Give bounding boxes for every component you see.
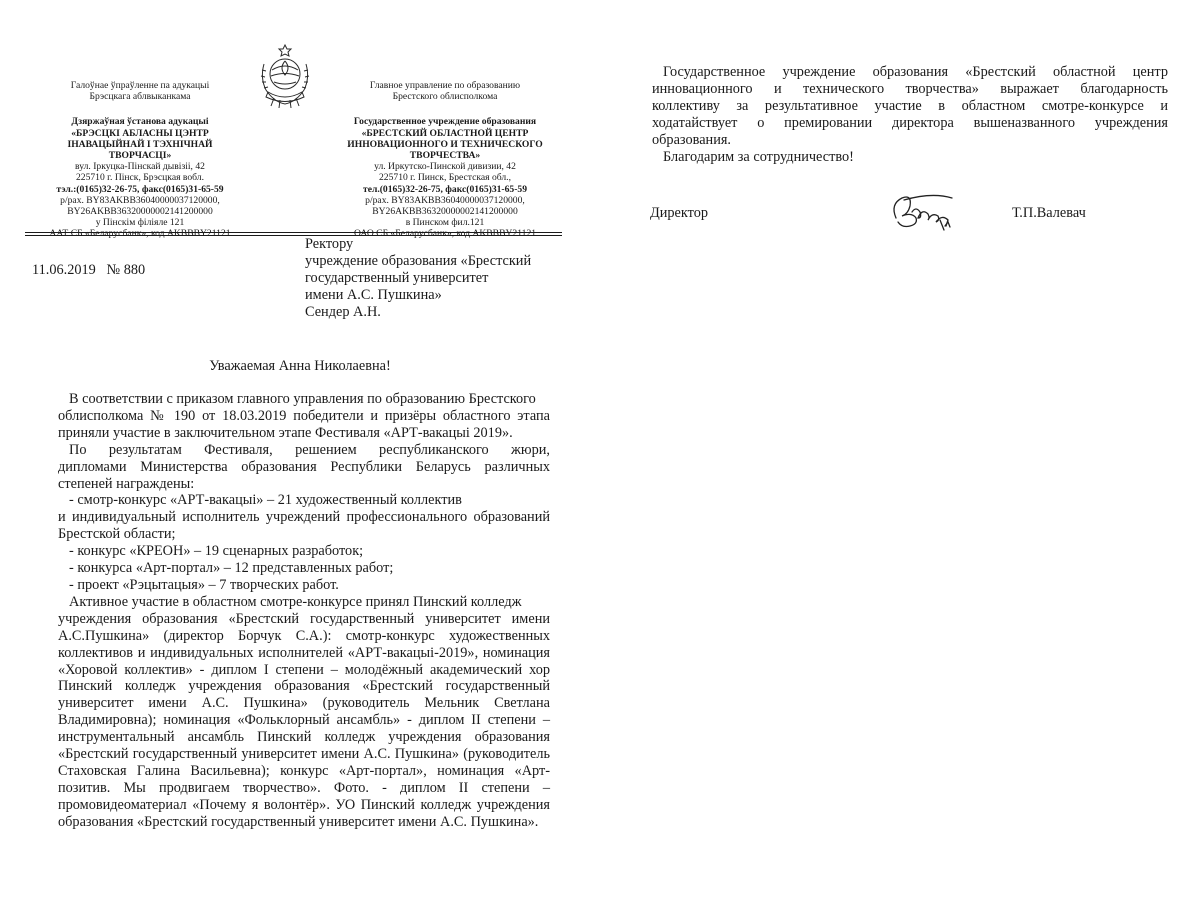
letter-body-part-1 — [58, 391, 550, 831]
recipient-line: государственный университет — [305, 269, 489, 286]
body-line: коллективу за результативное участие в областном смотре-конкурсе и — [652, 97, 1168, 114]
ministry-line: Главное управление по образованию — [369, 80, 521, 91]
org-name-line: ТВОРЧЕСТВА» — [409, 150, 481, 162]
body-line: А.С.Пушкина» (директор Борчук С.А.): смотр-конкурс художественных — [58, 627, 550, 644]
org-type: Дзяржаўная ўстанова адукацыі — [71, 116, 209, 128]
body-line: инструментальный ансамбль Пинский колледж учреждения образования — [58, 729, 550, 746]
org-name-line: ИННОВАЦИОННОГО И ТЕХНИЧЕСКОГО — [347, 138, 543, 150]
address-line: ул. Иркутско-Пинской дивизии, 42 — [374, 161, 516, 173]
bank-line: ААТ СБ «Беларусбанк», код AKBBBY21121 — [49, 228, 231, 240]
body-line: приняли участие в заключительном этапе Фестиваля «АРТ-вакацыі 2019». — [58, 424, 513, 441]
signatory-title: Директор — [650, 205, 709, 221]
body-line: образования «Брестский государственный университет имени А.С. Пушкина». — [58, 813, 539, 830]
org-name-line: «БРЭСЦКІ АБЛАСНЫ ЦЭНТР — [71, 127, 209, 139]
bank-line: в Пинском фил.121 — [405, 217, 485, 229]
address-line: 225710 г. Пінск, Брэсцкая вобл. — [75, 172, 204, 184]
org-name-line: ТВОРЧАСЦІ» — [108, 150, 172, 162]
phone-line: тел.(0165)32-26-75, факс(0165)31-65-59 — [362, 183, 528, 195]
letter-body-part-2 — [652, 64, 1168, 165]
address-line: вул. Іркуцка-Пінскай дывізіі, 42 — [75, 161, 205, 173]
recipient-line: Ректору — [305, 236, 354, 252]
coat-of-arms-emblem — [256, 42, 314, 110]
org-name-line: «БРЕСТСКИЙ ОБЛАСТНОЙ ЦЕНТР — [361, 127, 529, 139]
ministry-line: Брестского облисполкома — [392, 91, 498, 103]
body-line: - конкурса «Арт-портал» – 12 представленных работ; — [69, 560, 394, 577]
ministry-line: Брэсцкага аблвыканкама — [89, 91, 191, 103]
body-line: учреждения образования «Брестский государственный университет имени — [58, 610, 550, 627]
bank-line: р/рах. BY83AKBB36040000037120000, — [365, 194, 525, 206]
body-line: и индивидуальный исполнитель учреждений профессионального образований — [58, 509, 550, 526]
recipient-line: учреждение образования «Брестский — [305, 252, 532, 269]
body-line: «Брестский государственный университет имени А.С. Пушкина» (руководитель — [58, 746, 550, 763]
body-line: образования. — [652, 131, 731, 148]
body-line: степеней награждены: — [58, 475, 195, 492]
body-line: - смотр-конкурс «АРТ-вакацыі» – 21 художественный коллектив — [69, 492, 462, 509]
salutation: Уважаемая Анна Николаевна! — [209, 358, 391, 374]
body-line: Владимировна); номинация «Фольклорный ансамбль» - диплом II степени – — [58, 712, 550, 729]
body-line: Стаховская Галина Васильевна); конкурс «Арт-портал», номинация «Арт- — [58, 762, 550, 779]
handwritten-signature — [882, 190, 972, 234]
recipient-line: Сендер А.Н. — [305, 303, 381, 320]
body-line: Активное участие в областном смотре-конкурсе принял Пинский колледж — [69, 593, 522, 610]
letterhead-belarusian — [15, 80, 265, 240]
letterhead-divider — [25, 232, 562, 233]
body-line: университет имени А.С. Пушкина» (руководитель Мельник Светлана — [58, 695, 550, 712]
bank-line: BY26AKBB36320000002141200000 — [67, 206, 213, 218]
body-line: облисполкома № 190 от 18.03.2019 победители и призёры областного этапа — [58, 407, 550, 424]
letterhead-russian — [320, 80, 570, 240]
body-line: дипломами Министерства образования Республики Беларусь различных — [58, 458, 550, 475]
body-line: Государственное учреждение образования «Брестский областной центр — [663, 64, 1168, 80]
org-name-line: ІНАВАЦЫЙНАЙ І ТЭХНІЧНАЙ — [67, 138, 213, 150]
body-line: Пинский колледж учреждения образования «Брестский государственный — [58, 678, 550, 695]
recipient-line: имени А.С. Пушкина» — [305, 286, 442, 303]
signatory-name: Т.П.Валевач — [1012, 205, 1086, 221]
recipient-block — [305, 236, 531, 321]
body-line: инновационного и технического творчества» выражает благодарность — [652, 80, 1168, 97]
body-line: По результатам Фестиваля, решением республиканского жюри, — [69, 441, 550, 458]
date-and-number: 11.06.2019 № 880 — [32, 262, 146, 278]
body-line: позитив. Мы продвигаем творчество». Фото. - диплом II степени – — [58, 779, 550, 796]
bank-line: р/рах. BY83AKBB36040000037120000, — [60, 194, 220, 206]
body-line: Благодарим за сотрудничество! — [663, 148, 854, 165]
body-line: Брестской области; — [58, 526, 176, 543]
body-line: коллективов и индивидуальных исполнителей «АРТ-вакацыі-2019», номинация — [58, 644, 550, 661]
bank-line: у Пінскім філіяле 121 — [95, 217, 185, 229]
body-line: промовидеоматериал «Почему я волонтёр». УО Пинский колледж учреждения — [58, 796, 550, 813]
bank-line: BY26AKBB36320000002141200000 — [372, 206, 518, 218]
ministry-line: Галоўнае ўпраўленне па адукацыі — [70, 80, 210, 91]
phone-line: тэл.:(0165)32-26-75, факс(0165)31-65-59 — [56, 183, 224, 195]
signature-block — [650, 190, 1190, 240]
body-line: - конкурс «КРЕОН» – 19 сценарных разработок; — [69, 543, 364, 560]
body-line: В соответствии с приказом главного управления по образованию Брестского — [69, 391, 536, 407]
org-type: Государственное учреждение образования — [353, 116, 537, 128]
body-line: «Хоровой коллектив» - диплом I степени – молодёжный академический хор — [58, 661, 550, 678]
bank-line: ОАО СБ «Беларусбанк», код AKBBBY21121 — [353, 228, 537, 240]
address-line: 225710 г. Пинск, Брестская обл., — [379, 172, 511, 184]
body-line: - проект «Рэцытацыя» – 7 творческих работ. — [69, 576, 339, 593]
body-line: ходатайствует о премировании директора вышеназванного учреждения — [652, 114, 1168, 131]
